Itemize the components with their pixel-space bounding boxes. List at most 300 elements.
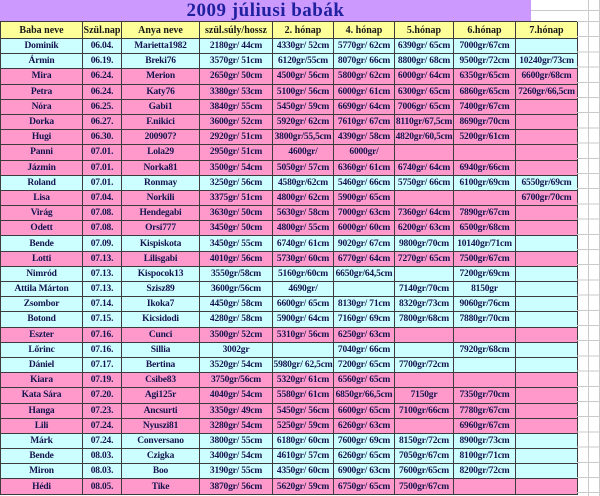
cell-m5[interactable]: 8150gr/72cm — [395, 433, 454, 448]
cell-name[interactable]: Dániel — [1, 357, 83, 372]
cell-m2[interactable]: 6600gr/ 65cm — [273, 297, 334, 312]
table-row — [1, 114, 578, 129]
cell-birth[interactable]: 3630gr/ 50cm — [200, 206, 273, 221]
cell-birthday[interactable]: 08.03. — [83, 464, 122, 479]
cell-mother[interactable]: Marietta1982 — [122, 39, 200, 54]
cell-m5[interactable]: 8320gr/73cm — [395, 297, 454, 312]
cell-mother[interactable]: Norkili — [122, 190, 200, 205]
cell-m5[interactable]: 7140gr/70cm — [395, 282, 454, 297]
cell-mother[interactable]: Kispiskota — [122, 236, 200, 251]
table-row — [1, 251, 578, 266]
cell-birth[interactable]: 3570gr/ 51cm — [200, 54, 273, 69]
cell-m2[interactable]: 5980gr/ 62,5cm — [273, 357, 334, 372]
cell-birthday[interactable]: 07.24. — [83, 433, 122, 448]
cell-birth[interactable]: 2920gr/ 51cm — [200, 130, 273, 145]
cell-birth[interactable]: 4450gr/ 58cm — [200, 297, 273, 312]
cell-birth[interactable]: 3750gr/56cm — [200, 373, 273, 388]
table-row — [1, 297, 578, 312]
cell-m5[interactable]: 7360gr/ 64cm — [395, 206, 454, 221]
cell-m7[interactable] — [516, 373, 578, 388]
cell-m5[interactable]: 6200gr/ 63cm — [395, 221, 454, 236]
cell-m6[interactable]: 10140gr/71cm — [454, 236, 516, 251]
cell-m6[interactable]: 9060gr/76cm — [454, 297, 516, 312]
cell-m5[interactable]: 6390gr/ 65cm — [395, 39, 454, 54]
cell-birth[interactable]: 2650gr/ 50cm — [200, 69, 273, 84]
cell-birth[interactable]: 3800gr/ 55cm — [200, 433, 273, 448]
cell-m4[interactable]: 7600gr/ 69cm — [334, 433, 395, 448]
cell-mother[interactable]: Sillia — [122, 342, 200, 357]
cell-m4[interactable]: 8070gr/ 66cm — [334, 54, 395, 69]
cell-m4[interactable]: 5900gr/ 65cm — [334, 190, 395, 205]
cell-m4[interactable]: 6900gr/ 63cm — [334, 464, 395, 479]
cell-mother[interactable]: Orsi777 — [122, 221, 200, 236]
table-row — [1, 69, 578, 84]
cell-m5[interactable]: 8800gr/ 68cm — [395, 54, 454, 69]
cell-m4[interactable]: 7610gr/ 67cm — [334, 114, 395, 129]
cell-m5[interactable]: 7006gr/ 65cm — [395, 99, 454, 114]
table-row — [1, 433, 578, 448]
cell-m4[interactable]: 7000gr/ 63cm — [334, 206, 395, 221]
cell-m7[interactable] — [516, 160, 578, 175]
cell-birthday[interactable]: 06.27. — [83, 114, 122, 129]
cell-name[interactable]: Attila Márton — [1, 282, 83, 297]
cell-m2[interactable]: 3800gr/55,5cm — [273, 130, 334, 145]
cell-m6[interactable]: 7890gr/67cm — [454, 206, 516, 221]
cell-m2[interactable]: 5730gr/ 60cm — [273, 251, 334, 266]
cell-m6[interactable]: 7400gr/67cm — [454, 99, 516, 114]
cell-m6[interactable]: 6860gr/65cm — [454, 84, 516, 99]
cell-m6[interactable] — [454, 145, 516, 160]
cell-mother[interactable]: Kispocok13 — [122, 266, 200, 281]
cell-m5[interactable]: 5750gr/ 66cm — [395, 175, 454, 190]
cell-m6[interactable]: 6350gr/65cm — [454, 69, 516, 84]
cell-m7[interactable] — [516, 39, 578, 54]
cell-m5[interactable]: 7100gr/66cm — [395, 403, 454, 418]
cell-name[interactable]: Roland — [1, 175, 83, 190]
cell-birth[interactable]: 3350gr/ 49cm — [200, 403, 273, 418]
cell-m4[interactable]: 4390gr/ 58cm — [334, 130, 395, 145]
cell-m7[interactable] — [516, 449, 578, 464]
cell-birth[interactable]: 3500gr/ 54cm — [200, 160, 273, 175]
cell-birth[interactable]: 4040gr/ 54cm — [200, 388, 273, 403]
cell-mother[interactable]: Bertina — [122, 357, 200, 372]
cell-name[interactable]: Dorka — [1, 114, 83, 129]
cell-m5[interactable]: 8110gr/67,5cm — [395, 114, 454, 129]
cell-m5[interactable] — [395, 418, 454, 433]
cell-m7[interactable]: 7260gr/66,5cm — [516, 84, 578, 99]
cell-name[interactable]: Dominik — [1, 39, 83, 54]
table-row — [1, 99, 578, 114]
cell-m5[interactable]: 7700gr/72cm — [395, 357, 454, 372]
cell-birth[interactable]: 2950gr/ 51cm — [200, 145, 273, 160]
cell-mother[interactable]: Ancsurti — [122, 403, 200, 418]
cell-birth[interactable]: 3600gr/56cm — [200, 282, 273, 297]
cell-birth[interactable]: 3380gr/ 53cm — [200, 84, 273, 99]
table-row — [1, 282, 578, 297]
cell-m7[interactable] — [516, 418, 578, 433]
col-header-name[interactable]: Baba neve — [1, 22, 83, 39]
cell-name[interactable]: Nóra — [1, 99, 83, 114]
cell-m6[interactable]: 8200gr/72cm — [454, 464, 516, 479]
cell-m4[interactable]: 6600gr/ 65cm — [334, 403, 395, 418]
cell-m2[interactable]: 6120gr/55cm — [273, 54, 334, 69]
cell-mother[interactable]: Tike — [122, 479, 200, 494]
cell-m6[interactable]: 7200gr/69cm — [454, 266, 516, 281]
table-row — [1, 357, 578, 372]
cell-birth[interactable]: 3400gr/ 54cm — [200, 449, 273, 464]
table-row — [1, 145, 578, 160]
col-header-m2[interactable]: 2. hónap — [273, 22, 334, 39]
cell-birthday[interactable]: 07.14. — [83, 297, 122, 312]
cell-m6[interactable]: 6100gr/69cm — [454, 175, 516, 190]
cell-name[interactable]: Hanga — [1, 403, 83, 418]
cell-birthday[interactable]: 07.15. — [83, 312, 122, 327]
cell-m6[interactable]: 7000gr/67cm — [454, 39, 516, 54]
cell-m2[interactable]: 4800gr/ 62cm — [273, 190, 334, 205]
cell-m6[interactable] — [454, 327, 516, 342]
col-header-birthday[interactable]: Szül.nap — [83, 22, 122, 39]
cell-birthday[interactable]: 07.08. — [83, 206, 122, 221]
cell-mother[interactable]: Agi125r — [122, 388, 200, 403]
cell-m2[interactable]: 6180gr/ 60cm — [273, 433, 334, 448]
cell-mother[interactable]: Cunci — [122, 327, 200, 342]
cell-birthday[interactable]: 07.23. — [83, 403, 122, 418]
cell-birthday[interactable]: 07.13. — [83, 266, 122, 281]
cell-name[interactable]: Márk — [1, 433, 83, 448]
cell-name[interactable]: Lisa — [1, 190, 83, 205]
cell-mother[interactable]: Lilisgabi — [122, 251, 200, 266]
cell-m5[interactable] — [395, 373, 454, 388]
cell-m5[interactable]: 7600gr/65cm — [395, 464, 454, 479]
cell-m7[interactable]: 6550gr/69cm — [516, 175, 578, 190]
cell-birthday[interactable]: 07.09. — [83, 236, 122, 251]
cell-m5[interactable]: 6300gr/ 65cm — [395, 84, 454, 99]
table-row — [1, 464, 578, 479]
cell-mother[interactable]: Nyuszi81 — [122, 418, 200, 433]
cell-m7[interactable] — [516, 114, 578, 129]
cell-m4[interactable] — [334, 282, 395, 297]
cell-birth[interactable]: 3840gr/ 55cm — [200, 99, 273, 114]
cell-mother[interactable]: Kicsidodi — [122, 312, 200, 327]
cell-m7[interactable] — [516, 206, 578, 221]
cell-birth[interactable]: 3520gr/ 54cm — [200, 357, 273, 372]
cell-name[interactable]: Nimród — [1, 266, 83, 281]
cell-mother[interactable]: Ronmay — [122, 175, 200, 190]
cell-name[interactable]: Hédi — [1, 479, 83, 494]
cell-m2[interactable]: 5450gr/ 59cm — [273, 99, 334, 114]
cell-m4[interactable]: 6770gr/ 64cm — [334, 251, 395, 266]
table-row — [1, 403, 578, 418]
col-header-m4[interactable]: 4. hónap — [334, 22, 395, 39]
cell-m7[interactable] — [516, 130, 578, 145]
cell-m2[interactable]: 5900gr/ 64cm — [273, 312, 334, 327]
cell-m6[interactable]: 8900gr/73cm — [454, 433, 516, 448]
cell-m7[interactable] — [516, 464, 578, 479]
cell-m7[interactable] — [516, 479, 578, 494]
cell-birth[interactable]: 3002gr — [200, 342, 273, 357]
cell-name[interactable]: Virág — [1, 206, 83, 221]
table-row — [1, 175, 578, 190]
cell-mother[interactable]: Katy76 — [122, 84, 200, 99]
table-row — [1, 342, 578, 357]
col-header-m6[interactable]: 6.hónap — [454, 22, 516, 39]
table-row — [1, 418, 578, 433]
cell-m4[interactable]: 7160gr/ 69cm — [334, 312, 395, 327]
cell-m4[interactable]: 6000gr/ — [334, 145, 395, 160]
cell-m6[interactable]: 7780gr/67cm — [454, 403, 516, 418]
cell-m5[interactable]: 7050gr/67cm — [395, 449, 454, 464]
cell-birth[interactable]: 3600gr/ 52cm — [200, 114, 273, 129]
cell-birth[interactable]: 3190gr/ 55cm — [200, 464, 273, 479]
cell-m2[interactable]: 5620gr/ 59cm — [273, 479, 334, 494]
cell-m6[interactable]: 7350gr/70cm — [454, 388, 516, 403]
cell-mother[interactable]: Conversano — [122, 433, 200, 448]
cell-birthday[interactable]: 06.30. — [83, 130, 122, 145]
cell-mother[interactable]: Norka81 — [122, 160, 200, 175]
cell-m4[interactable]: 9020gr/ 67cm — [334, 236, 395, 251]
cell-m7[interactable]: 10240gr/73cm — [516, 54, 578, 69]
cell-m6[interactable]: 7500gr/67cm — [454, 251, 516, 266]
cell-name[interactable]: Kiara — [1, 373, 83, 388]
cell-name[interactable]: Mira — [1, 69, 83, 84]
cell-name[interactable]: Miron — [1, 464, 83, 479]
cell-m2[interactable]: 4580gr/62cm — [273, 175, 334, 190]
cell-mother[interactable]: Breki76 — [122, 54, 200, 69]
cell-birthday[interactable]: 06.24. — [83, 69, 122, 84]
cell-m2[interactable]: 5320gr/ 61cm — [273, 373, 334, 388]
cell-m2[interactable]: 5100gr/ 56cm — [273, 84, 334, 99]
table-row — [1, 130, 578, 145]
cell-m7[interactable] — [516, 312, 578, 327]
table-row — [1, 449, 578, 464]
cell-birth[interactable]: 3450gr/ 50cm — [200, 221, 273, 236]
cell-birth[interactable]: 4280gr/ 58cm — [200, 312, 273, 327]
cell-m5[interactable] — [395, 327, 454, 342]
cell-m7[interactable] — [516, 297, 578, 312]
cell-mother[interactable]: Ikoka7 — [122, 297, 200, 312]
cell-m7[interactable] — [516, 236, 578, 251]
cell-birth[interactable]: 3375gr/ 51cm — [200, 190, 273, 205]
cell-birthday[interactable]: 08.03. — [83, 449, 122, 464]
cell-m4[interactable]: 6260gr/ 65cm — [334, 449, 395, 464]
cell-name[interactable]: Jázmin — [1, 160, 83, 175]
cell-birthday[interactable]: 06.25. — [83, 99, 122, 114]
cell-m6[interactable]: 8100gr/71cm — [454, 449, 516, 464]
cell-m4[interactable]: 6750gr/ 65cm — [334, 479, 395, 494]
cell-m7[interactable] — [516, 357, 578, 372]
cell-name[interactable]: Zsombor — [1, 297, 83, 312]
cell-m2[interactable]: 4350gr/ 60cm — [273, 464, 334, 479]
cell-m4[interactable]: 6250gr/ 63cm — [334, 327, 395, 342]
cell-mother[interactable]: Lola29 — [122, 145, 200, 160]
cell-m4[interactable]: 7040gr/ 66cm — [334, 342, 395, 357]
cell-birthday[interactable]: 07.13. — [83, 282, 122, 297]
cell-m4[interactable]: 7200gr/ 65cm — [334, 357, 395, 372]
cell-m2[interactable]: 4690gr/ — [273, 282, 334, 297]
cell-m5[interactable]: 7150gr — [395, 388, 454, 403]
cell-m7[interactable] — [516, 221, 578, 236]
cell-birthday[interactable]: 07.01. — [83, 145, 122, 160]
cell-birthday[interactable]: 07.13. — [83, 251, 122, 266]
cell-birthday[interactable]: 07.16. — [83, 327, 122, 342]
cell-m5[interactable] — [395, 266, 454, 281]
cell-m5[interactable] — [395, 342, 454, 357]
cell-m2[interactable]: 5580gr/ 61cm — [273, 388, 334, 403]
cell-name[interactable]: Lili — [1, 418, 83, 433]
cell-m2[interactable]: 4330gr/ 52cm — [273, 39, 334, 54]
cell-name[interactable]: Ármin — [1, 54, 83, 69]
cell-m6[interactable]: 8690gr/70cm — [454, 114, 516, 129]
cell-m6[interactable] — [454, 373, 516, 388]
cell-m7[interactable] — [516, 433, 578, 448]
table-row — [1, 479, 578, 494]
cell-birthday[interactable]: 06.19. — [83, 54, 122, 69]
cell-name[interactable]: Bende — [1, 236, 83, 251]
cell-m6[interactable]: 6500gr/68cm — [454, 221, 516, 236]
cell-m5[interactable]: 6000gr/ 64cm — [395, 69, 454, 84]
cell-m7[interactable] — [516, 327, 578, 342]
cell-name[interactable]: Hugi — [1, 130, 83, 145]
cell-m6[interactable]: 7920gr/68cm — [454, 342, 516, 357]
cell-birthday[interactable]: 06.24. — [83, 84, 122, 99]
cell-birth[interactable]: 3450gr/ 55cm — [200, 236, 273, 251]
cell-m6[interactable]: 9500gr/72cm — [454, 54, 516, 69]
cell-m4[interactable]: 6360gr/ 61cm — [334, 160, 395, 175]
cell-m4[interactable]: 6560gr/ 65cm — [334, 373, 395, 388]
cell-m7[interactable] — [516, 251, 578, 266]
cell-m5[interactable]: 4820gr/60,5cm — [395, 130, 454, 145]
header-row — [1, 22, 578, 39]
cell-m4[interactable]: 5800gr/ 62cm — [334, 69, 395, 84]
cell-mother[interactable]: Czigka — [122, 449, 200, 464]
cell-m2[interactable]: 4600gr/ — [273, 145, 334, 160]
cell-m7[interactable] — [516, 388, 578, 403]
cell-mother[interactable]: Merion — [122, 69, 200, 84]
cell-m7[interactable]: 6600gr/68cm — [516, 69, 578, 84]
cell-m2[interactable]: 5160gr/60cm — [273, 266, 334, 281]
cell-m4[interactable]: 5770gr/ 62cm — [334, 39, 395, 54]
cell-m7[interactable] — [516, 403, 578, 418]
cell-mother[interactable]: F.nikici — [122, 114, 200, 129]
cell-mother[interactable]: Csibe83 — [122, 373, 200, 388]
cell-birth[interactable]: 3500gr/ 52cm — [200, 327, 273, 342]
cell-birth[interactable]: 4010gr/ 56cm — [200, 251, 273, 266]
cell-m4[interactable]: 6000gr/ 60cm — [334, 221, 395, 236]
cell-birthday[interactable]: 07.01. — [83, 175, 122, 190]
cell-m7[interactable] — [516, 342, 578, 357]
cell-m6[interactable]: 6940gr/66cm — [454, 160, 516, 175]
cell-name[interactable]: Odett — [1, 221, 83, 236]
cell-birthday[interactable]: 07.19. — [83, 373, 122, 388]
cell-birthday[interactable]: 07.20. — [83, 388, 122, 403]
cell-name[interactable]: Lőrinc — [1, 342, 83, 357]
cell-mother[interactable]: Boo — [122, 464, 200, 479]
cell-m2[interactable]: 4800gr/ 55cm — [273, 221, 334, 236]
cell-m4[interactable]: 5460gr/ 66cm — [334, 175, 395, 190]
cell-m7[interactable] — [516, 266, 578, 281]
cell-name[interactable]: Lotti — [1, 251, 83, 266]
title-cell — [0, 0, 531, 21]
cell-birthday[interactable]: 06.04. — [83, 39, 122, 54]
cell-m4[interactable]: 6260gr/ 63cm — [334, 418, 395, 433]
cell-m6[interactable] — [454, 357, 516, 372]
cell-name[interactable]: Kata Sára — [1, 388, 83, 403]
cell-m5[interactable]: 7270gr/ 65cm — [395, 251, 454, 266]
cell-birthday[interactable]: 07.16. — [83, 342, 122, 357]
cell-m7[interactable] — [516, 145, 578, 160]
cell-mother[interactable]: Gabi1 — [122, 99, 200, 114]
cell-birthday[interactable]: 08.05. — [83, 479, 122, 494]
cell-m6[interactable]: 6960gr/67cm — [454, 418, 516, 433]
cell-m5[interactable]: 7800gr/68cm — [395, 312, 454, 327]
cell-m4[interactable]: 6850gr/66,5cm — [334, 388, 395, 403]
cell-m4[interactable]: 6000gr/ 61cm — [334, 84, 395, 99]
cell-m6[interactable]: 7880gr/70cm — [454, 312, 516, 327]
cell-m2[interactable]: 5450gr/ 56cm — [273, 403, 334, 418]
cell-m6[interactable]: 8150gr — [454, 282, 516, 297]
table-row — [1, 221, 578, 236]
cell-m2[interactable]: 5310gr/ 56cm — [273, 327, 334, 342]
cell-birth[interactable]: 3280gr/ 54cm — [200, 418, 273, 433]
col-header-mother[interactable]: Anya neve — [122, 22, 200, 39]
cell-name[interactable]: Eszter — [1, 327, 83, 342]
cell-m2[interactable]: 5630gr/ 58cm — [273, 206, 334, 221]
col-header-birth[interactable]: szül.súly/hossz — [200, 22, 273, 39]
cell-m2[interactable]: 5050gr/ 57cm — [273, 160, 334, 175]
cell-m5[interactable] — [395, 190, 454, 205]
cell-birth[interactable]: 2180gr/ 44cm — [200, 39, 273, 54]
cell-birth[interactable]: 3870gr/ 56cm — [200, 479, 273, 494]
cell-m7[interactable] — [516, 99, 578, 114]
cell-birth[interactable]: 3550gr/58cm — [200, 266, 273, 281]
cell-m2[interactable]: 4610gr/ 57cm — [273, 449, 334, 464]
cell-mother[interactable]: Szisz89 — [122, 282, 200, 297]
cell-birthday[interactable]: 07.17. — [83, 357, 122, 372]
cell-name[interactable]: Botond — [1, 312, 83, 327]
cell-m7[interactable]: 6700gr/70cm — [516, 190, 578, 205]
cell-m2[interactable]: 6740gr/ 61cm — [273, 236, 334, 251]
cell-m4[interactable]: 6650gr/64,5cm — [334, 266, 395, 281]
cell-m5[interactable]: 9800gr/70cm — [395, 236, 454, 251]
cell-mother[interactable]: 200907? — [122, 130, 200, 145]
table-row — [1, 327, 578, 342]
cell-birthday[interactable]: 07.24. — [83, 418, 122, 433]
cell-name[interactable]: Petra — [1, 84, 83, 99]
cell-birthday[interactable]: 07.08. — [83, 221, 122, 236]
cell-name[interactable]: Panni — [1, 145, 83, 160]
cell-birth[interactable]: 3250gr/ 56cm — [200, 175, 273, 190]
cell-m2[interactable]: 5250gr/ 59cm — [273, 418, 334, 433]
cell-m6[interactable]: 5200gr/61cm — [454, 130, 516, 145]
cell-name[interactable]: Bende — [1, 449, 83, 464]
cell-m7[interactable] — [516, 282, 578, 297]
cell-m2[interactable] — [273, 342, 334, 357]
cell-m2[interactable]: 5920gr/ 62cm — [273, 114, 334, 129]
cell-m5[interactable]: 6740gr/ 64cm — [395, 160, 454, 175]
cell-m6[interactable] — [454, 190, 516, 205]
cell-birthday[interactable]: 07.04. — [83, 190, 122, 205]
cell-m6[interactable] — [454, 479, 516, 494]
cell-m5[interactable] — [395, 145, 454, 160]
col-header-m5[interactable]: 5.hónap — [395, 22, 454, 39]
cell-birthday[interactable]: 07.01. — [83, 160, 122, 175]
cell-m5[interactable]: 7500gr/67cm — [395, 479, 454, 494]
cell-m4[interactable]: 8130gr/ 71cm — [334, 297, 395, 312]
cell-mother[interactable]: Hendegabi — [122, 206, 200, 221]
cell-m4[interactable]: 6690gr/ 64cm — [334, 99, 395, 114]
col-header-m7[interactable]: 7.hónap — [516, 22, 578, 39]
cell-m2[interactable]: 4500gr/ 56cm — [273, 69, 334, 84]
